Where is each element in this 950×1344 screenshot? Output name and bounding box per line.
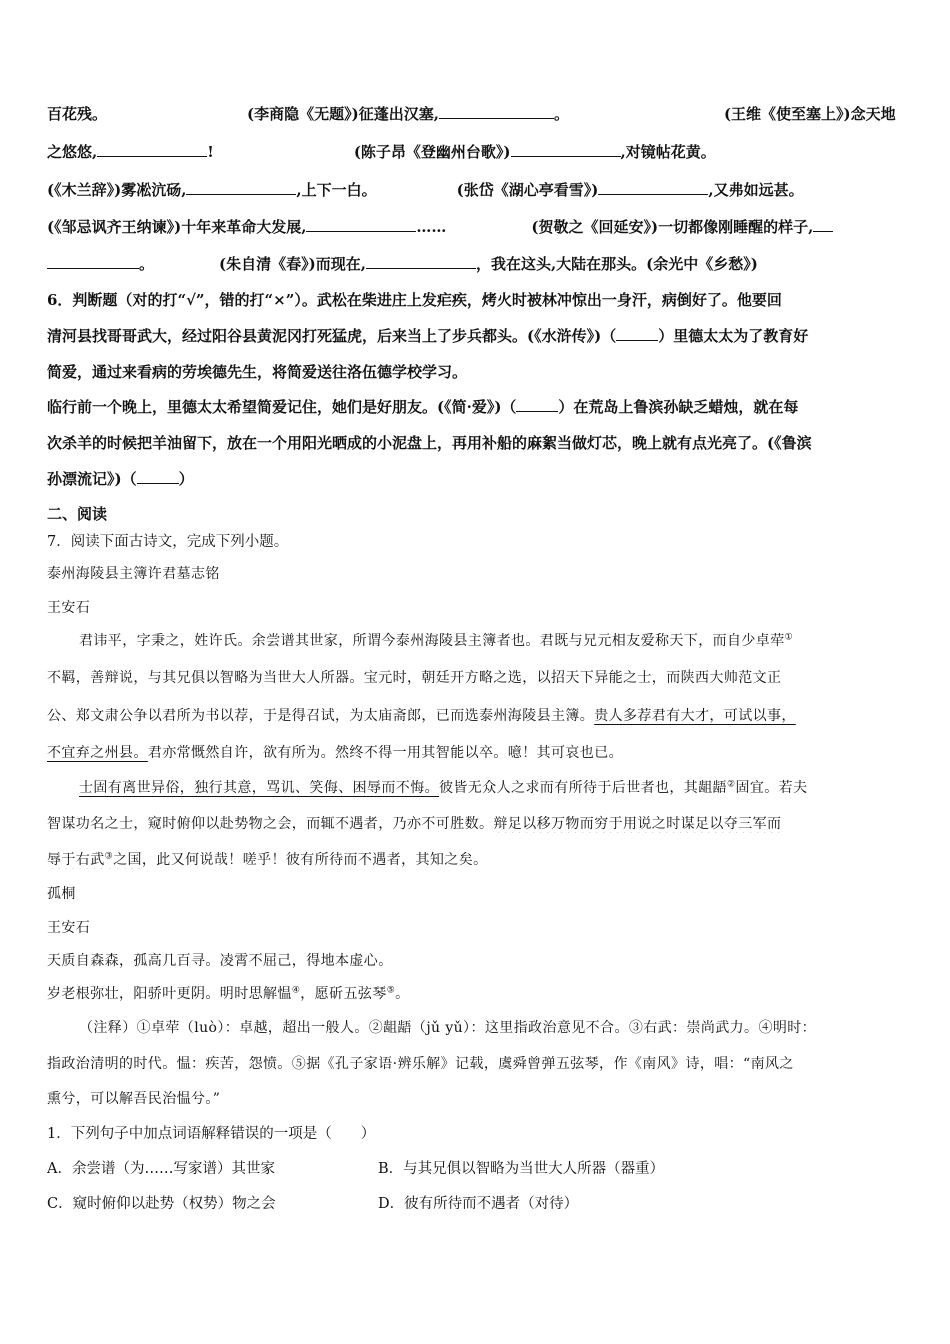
- passage-line: [79, 777, 907, 797]
- underlined-sentence: 贵人多荐君有大才，可试以事，: [594, 708, 796, 724]
- fill-row-4: [47, 216, 907, 237]
- passage-line: [47, 705, 907, 725]
- underlined-sentence: 不宜弃之州县。: [47, 745, 148, 761]
- fill-row-2: [47, 141, 907, 162]
- footnote-marker: ④: [291, 985, 301, 996]
- wavy-underlined-sentence: 辩足以移万物而穷于用说之时谋足以夺三军而: [493, 816, 782, 832]
- fill-row-3: [47, 179, 907, 200]
- footnote-marker: ②: [727, 779, 736, 790]
- judge-blank[interactable]: [616, 340, 658, 341]
- passage-line: [47, 742, 907, 762]
- fill-text: (朱自清《春》)而现在,: [219, 255, 366, 273]
- q6-text: ）里德太太为了教育好: [658, 327, 809, 345]
- judge-blank[interactable]: [137, 483, 179, 484]
- passage-line: [47, 849, 907, 869]
- answer-blank[interactable]: [813, 217, 833, 232]
- poem-title: 孤桐: [47, 886, 76, 902]
- q6-text: 清河县找哥哥武大，经过阳谷县黄泥冈打死猛虎，后来当上了步兵都头。(《水浒传》)（: [47, 327, 617, 345]
- footnote-marker: ③: [104, 851, 114, 862]
- underlined-sentence: 士固有离世异俗，独行其意，骂讥、笑侮、困辱而不悔。: [79, 780, 439, 796]
- fill-text: ，我在这头,大陆在那头。(余光中《乡愁》): [475, 255, 758, 273]
- fill-text: 。: [139, 255, 155, 273]
- fill-text: (《木兰辞》)雾凇沆砀,: [47, 181, 187, 199]
- q6-text: ）在荒岛上鲁滨孙缺乏蜡烛，就在每: [558, 398, 799, 416]
- q6-line: [47, 468, 907, 489]
- section-heading: 二、阅读: [47, 505, 108, 523]
- answer-blank[interactable]: [511, 142, 621, 157]
- answer-blank[interactable]: [47, 254, 139, 269]
- poem-text: ，愿斫五弦琴: [300, 986, 387, 1002]
- fill-text: (张岱《湖心亭看雪》): [456, 181, 599, 199]
- answer-blank[interactable]: [439, 104, 554, 119]
- note-line: 熏兮，可以解吾民治愠兮。”: [47, 1091, 221, 1107]
- passage-line: [47, 813, 907, 833]
- passage-text: 彼皆无众人之求而有所待于后世者也，其龃龉: [439, 780, 727, 796]
- option-a[interactable]: A．余尝谱（为……写家谱）其世家: [47, 1161, 275, 1177]
- poem-text: 岁老根弥壮，阳骄叶更阴。明时思解愠: [47, 986, 292, 1002]
- option-c[interactable]: C．窥时俯仰以赴势（权势）物之会: [47, 1196, 276, 1212]
- text-title: 泰州海陵县主簿许君墓志铭: [47, 566, 220, 582]
- fill-row-5: [47, 253, 907, 274]
- answer-blank[interactable]: [598, 180, 708, 195]
- sub-question: 1．下列句子中加点词语解释错误的一项是（ ）: [47, 1126, 376, 1142]
- answer-blank[interactable]: [306, 217, 416, 232]
- fill-text: ……: [416, 218, 447, 236]
- passage-text: 固宜。若夫: [735, 780, 808, 796]
- passage-text: 公、郑文肃公争以君所为书以荐，于是得召试，为太庙斋郎，已而选泰州海陵县主簿。: [47, 708, 595, 724]
- option-d[interactable]: D．彼有所待而不遇者（对待）: [378, 1196, 579, 1212]
- fill-text: ,对镜帖花黄。: [620, 143, 716, 161]
- passage-line: 不羁，善辩说，与其兄俱以智略为当世大人所器。宝元时，朝廷开方略之选，以招天下异能之士，而陕西大帅范文正: [47, 670, 782, 686]
- poem-text: 。: [395, 986, 410, 1002]
- poem-line: [47, 983, 907, 1003]
- fill-text: 。: [553, 105, 569, 123]
- option-b[interactable]: B．与其兄俱以智略为当世大人所器（器重）: [378, 1161, 665, 1177]
- fill-text: 之悠悠,: [47, 143, 98, 161]
- fill-text: ,上下一白。: [296, 181, 377, 199]
- q7-intro: 7．阅读下面古诗文，完成下列小题。: [47, 534, 289, 550]
- fill-text: ,又弗如远甚。: [708, 181, 804, 199]
- text-author: 王安石: [47, 600, 91, 616]
- q6-line: [47, 396, 907, 417]
- passage-text: 辱于右武: [47, 852, 105, 868]
- note-line: （注释）①卓荦（luò）：卓越，超出一般人。②龃龉（jǔ yǔ）：这里指政治意见不合。③右武：崇尚武力。④明时：: [79, 1020, 817, 1036]
- passage-text: ，此又何说哉！嗟乎！彼有所待而不遇者，其知之矣。: [141, 852, 488, 868]
- footnote-marker: ⑤: [386, 985, 396, 996]
- fill-text: (《邹忌讽齐王纳谏》)十年来革命大发展,: [47, 218, 307, 236]
- fill-text: (李商隐《无题》)征蓬出汉塞,: [247, 105, 439, 123]
- answer-blank[interactable]: [366, 254, 476, 269]
- footnote-marker: ①: [784, 632, 794, 643]
- q6-line: 简爱，通过来看病的劳埃德先生，将简爱送往洛伍德学校学习。: [47, 363, 468, 381]
- fill-text: (陈子昂《登幽州台歌》): [353, 143, 511, 161]
- fill-text: !: [207, 143, 214, 161]
- q6-line: 次杀羊的时候把羊油留下，放在一个用阳光晒成的小泥盘上，再用补船的麻絮当做灯芯，晚上就有点光亮了。(《鲁滨: [47, 434, 812, 452]
- q6-line: [47, 325, 907, 346]
- q6-line: 6．判断题（对的打“√”，错的打“×”）。武松在柴进庄上发疟疾，烤火时被林冲惊出一身汗，病倒好了。他要回: [47, 291, 782, 309]
- passage-text: 智谋功名之士，窥时俯仰以赴势物之会，而辄不遇者，乃亦不可胜数。: [47, 816, 494, 832]
- fill-text: (贺敬之《回延安》)一切都像刚睡醒的样子,: [531, 218, 814, 236]
- answer-blank[interactable]: [97, 142, 207, 157]
- fill-text: (王维《使至塞上》)念天地: [723, 105, 896, 123]
- fill-text: 百花残。: [47, 105, 108, 123]
- passage-text: 君讳平，字秉之，姓许氏。余尝谱其世家，所谓今泰州海陵县主簿者也。君既与兄元相友爱称天下，而自少卓荦: [79, 633, 785, 649]
- passage-text: 之国: [113, 852, 142, 868]
- answer-blank[interactable]: [186, 180, 296, 195]
- passage-text: 君亦常慨然自许，欲有所为。然终不得一用其智能以卒。噫！其可哀也已。: [147, 745, 624, 761]
- poem-author: 王安石: [47, 920, 91, 936]
- q6-text: ）: [178, 470, 194, 488]
- q6-text: 临行前一个晚上，里德太太希望简爱记住，她们是好朋友。(《简·爱》)（: [47, 398, 517, 416]
- judge-blank[interactable]: [516, 411, 558, 412]
- passage-line: [79, 630, 907, 650]
- wavy-underlined-sentence: [47, 852, 142, 868]
- fill-row-1: [47, 103, 907, 124]
- poem-line: 天质自森森，孤高几百寻。凌霄不屈己，得地本虚心。: [47, 953, 393, 969]
- note-line: 指政治清明的时代。愠：疾苦，怨愤。⑤据《孔子家语·辨乐解》记载，虞舜曾弹五弦琴，作《南风》诗，唱：“南风之: [47, 1056, 794, 1072]
- q6-text: 孙漂流记》)（: [47, 470, 137, 488]
